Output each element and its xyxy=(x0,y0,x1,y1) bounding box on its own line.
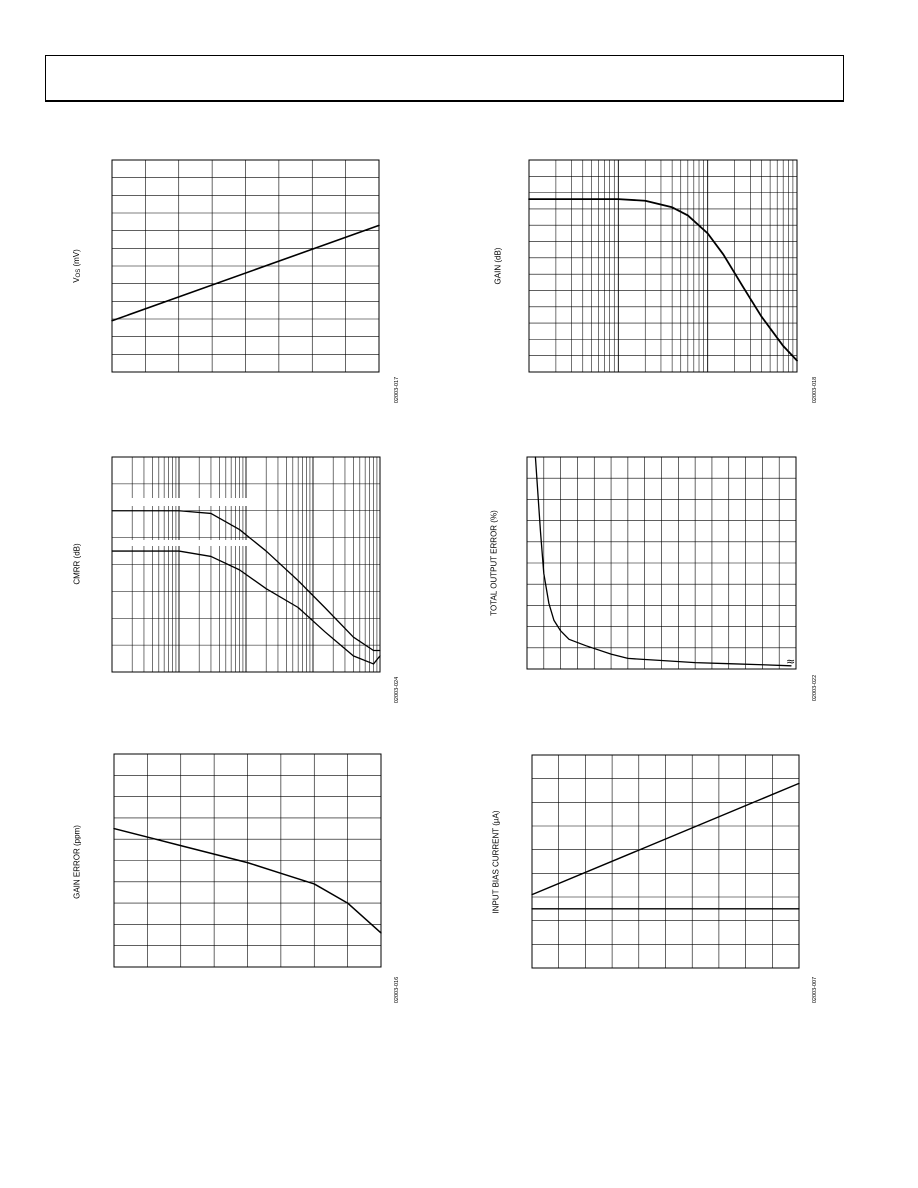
cmrr-figure-code: 02003-024 xyxy=(394,676,400,704)
gain-freq-frame xyxy=(529,160,797,372)
ibias-plot xyxy=(531,754,800,969)
gain-freq-grid xyxy=(529,160,797,372)
ibias-ylabel: INPUT BIAS CURRENT (µA) xyxy=(491,810,501,914)
cmrr-grid xyxy=(112,457,380,672)
vos-ylabel-unit: (mV) xyxy=(72,249,81,269)
gain-freq-ylabel: GAIN (dB) xyxy=(493,247,503,285)
gain-freq-plot xyxy=(528,159,798,373)
cmrr-plot xyxy=(111,456,381,673)
ibias-figure-code: 02003-007 xyxy=(812,976,818,1004)
gain-error-ylabel: GAIN ERROR (ppm) xyxy=(72,825,82,899)
toe-break-marker: ≈ xyxy=(786,655,796,668)
vos-ylabel-sub: OS xyxy=(76,268,82,278)
page-header-box xyxy=(45,55,844,102)
toe-series-1 xyxy=(535,457,791,666)
cmrr-ylabel: CMRR (dB) xyxy=(72,543,82,585)
gain-freq-figure-code: 02003-018 xyxy=(812,376,818,404)
vos-ylabel-main: V xyxy=(72,277,81,283)
vos-plot xyxy=(111,159,380,373)
gain-error-figure-code: 02003-016 xyxy=(394,976,400,1004)
vos-figure-code: 02003-017 xyxy=(394,376,400,404)
toe-ylabel: TOTAL OUTPUT ERROR (%) xyxy=(489,510,499,616)
gain-freq-series-1 xyxy=(529,199,797,360)
cmrr-legend-clear xyxy=(113,540,253,546)
vos-ylabel xyxy=(72,249,82,283)
cmrr-legend-clear xyxy=(113,498,253,506)
vos-grid xyxy=(112,160,379,372)
toe-figure-code: 02003-022 xyxy=(812,674,818,702)
toe-plot xyxy=(526,456,797,670)
gain-error-grid xyxy=(114,754,381,967)
ibias-grid xyxy=(532,755,799,968)
gain-error-plot xyxy=(113,753,382,968)
